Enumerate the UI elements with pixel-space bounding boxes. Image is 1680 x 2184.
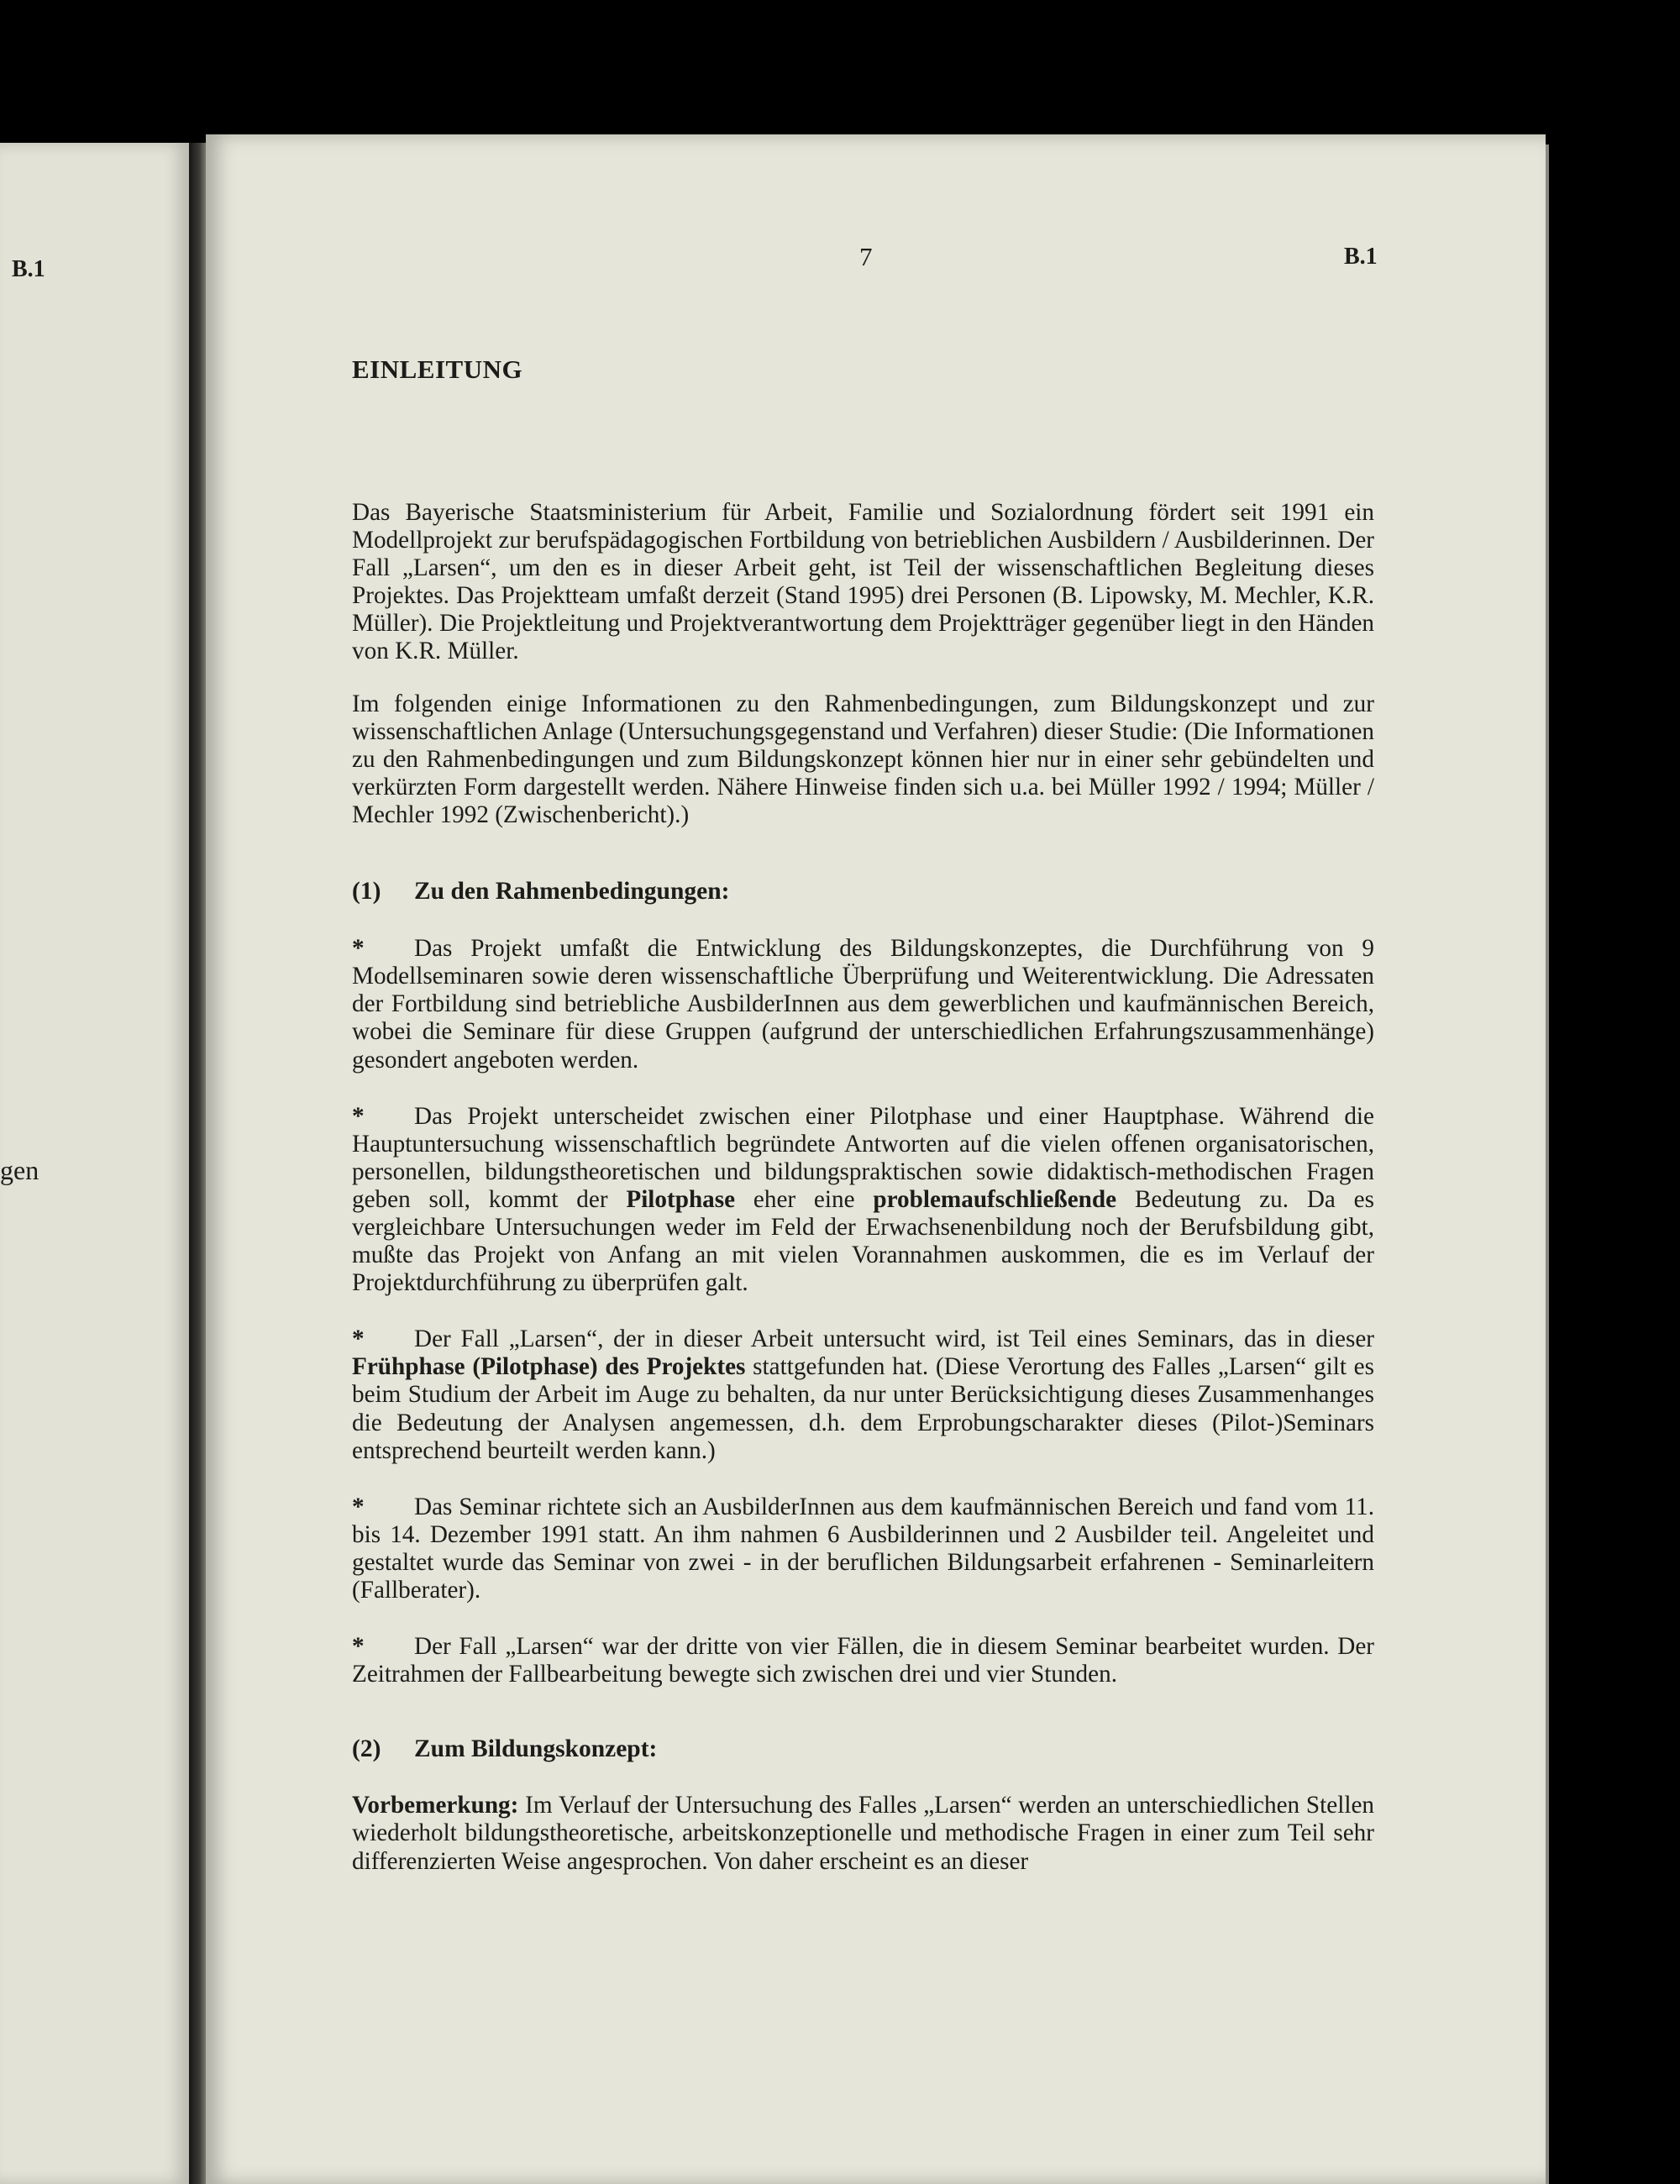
bold-term-problemaufschliessende: problemaufschließende (873, 1185, 1117, 1213)
bold-term-fruehphase: Frühphase (Pilotphase) des Projektes (352, 1353, 746, 1381)
bullet-marker: * (352, 1633, 365, 1661)
page-number: 7 (859, 242, 873, 271)
bullet-item (352, 1103, 1374, 1298)
bullet-text: stattgefunden hat. (Diese Verortung des Falles „Larsen“ gilt es beim Studium der Arbeit im Auge zu behalten, da nur unter Berücksichtigung dieses Zusammenhanges die Bedeutung der Analysen angemessen, d.h. dem Erprobungscharakter dieses (Pilot-)Seminars entsprechend beurteilt werden kann.) (352, 1353, 1374, 1464)
bullet-marker: * (352, 1326, 365, 1353)
book-gutter (189, 143, 206, 2184)
bullet-item (352, 1494, 1374, 1604)
preliminary-remark (352, 1792, 1374, 1875)
left-page-section-tag: B.1 (12, 256, 45, 282)
bullet-item (352, 935, 1374, 1074)
bullet-marker: * (352, 1102, 365, 1130)
intro-paragraph-1: Das Bayerische Staatsministerium für Arbeit, Familie und Sozialordnung fördert seit 1991 ein Modellprojekt zur berufspädagogischen Fortbildung von betrieblichen Ausbildern / Ausbilderinnen. Der Fall „Larsen“, um den es in dieser Arbeit geht, ist Teil der wissenschaftlichen Begleitung dieses Projektes. Das Projektteam umfaßt derzeit (Stand 1995) drei Personen (B. Lipowsky, M. Mechler, K.R. Müller). Die Projektleitung und Projektverantwortung dem Projektträger gegenüber liegt in den Händen von K.R. Müller. (352, 499, 1374, 665)
preliminary-remark-text: Im Verlauf der Untersuchung des Falles „Larsen“ werden an unterschiedlichen Stellen wiederholt bildungstheoretische, arbeitskonzeptionelle und methodische Fragen in einer zum Teil sehr differenzierten Weise angesprochen. Von daher erscheint es an dieser (352, 1792, 1374, 1875)
left-page-text-fragment: gen (0, 1155, 39, 1185)
bullet-text: Das Seminar richtete sich an AusbilderInnen aus dem kaufmännischen Bereich und fand vom 11. bis 14. Dezember 1991 statt. An ihm nahmen 6 Ausbilderinnen und 2 Ausbilder teil. Angeleitet und gestaltet wurde das Seminar von zwei - in der beruflichen Bildungsarbeit erfahrenen - Seminarleitern (Fallberater). (352, 1493, 1374, 1604)
body-text (352, 499, 1374, 1876)
section-1-number: (1) (352, 878, 381, 906)
bold-term-pilotphase: Pilotphase (626, 1185, 736, 1213)
section-2-heading (352, 1735, 1374, 1763)
document-page (206, 134, 1546, 2184)
intro-paragraph-2: Im folgenden einige Informationen zu den Rahmenbedingungen, zum Bildungskonzept und zur wissenschaftlichen Anlage (Untersuchungsgegenstand und Verfahren) dieser Studie: (Die Informationen zu den Rahmenbedingungen und zum Bildungskonzept können hier nur in einer sehr gebündelten und verkürzten Form dargestellt werden. Nähere Hinweise finden sich u.a. bei Müller 1992 / 1994; Müller / Mechler 1992 (Zwischenbericht).) (352, 690, 1374, 828)
bullet-text: Der Fall „Larsen“ war der dritte von vier Fällen, die in diesem Seminar bearbeitet wurden. Der Zeitrahmen der Fallbearbeitung bewegte sich zwischen drei und vier Stunden. (352, 1633, 1374, 1688)
bullet-text: Bedeutung zu. Da es vergleichbare Untersuchungen weder im Feld der Erwachsenenbildung noch der Berufsbildung gibt, mußte das Projekt von Anfang an mit vielen Vorannahmen auskommen, die es im Verlauf der Projektdurchführung zu überprüfen galt. (352, 1185, 1374, 1297)
bullet-item (352, 1326, 1374, 1464)
page-title: EINLEITUNG (352, 354, 523, 384)
bullet-text: Das Projekt umfaßt die Entwicklung des Bildungskonzeptes, die Durchführung von 9 Modellseminaren sowie deren wissenschaftliche Überprüfung und Weiterentwicklung. Die Adressaten der Fortbildung sind betriebliche AusbilderInnen aus dem gewerblichen und kaufmännischen Bereich, wobei die Seminare für diese Gruppen (aufgrund der unterschiedlichen Erfahrungszusammenhänge) gesondert angeboten werden. (352, 935, 1374, 1074)
bullet-text: Der Fall „Larsen“, der in dieser Arbeit untersucht wird, ist Teil eines Seminars, das in dieser (414, 1326, 1374, 1353)
bullet-text: eher eine (735, 1185, 874, 1213)
section-2-title: Zum Bildungskonzept: (414, 1735, 658, 1763)
left-facing-page (0, 143, 189, 2184)
bullet-marker: * (352, 935, 365, 963)
running-section-tag: B.1 (1344, 244, 1378, 270)
preliminary-remark-label: Vorbemerkung: (352, 1792, 519, 1819)
section-1-heading (352, 878, 1374, 906)
page-edge (1546, 144, 1549, 2184)
section-2-number: (2) (352, 1735, 381, 1763)
bullet-text: Das Projekt unterscheidet zwischen einer Pilotphase und einer Hauptphase. Während die Hauptuntersuchung wissenschaftlich begründete Antworten auf die vielen offenen organisatorischen, personellen, bildungstheoretischen und bildungspraktischen sowie didaktisch-methodischen Fragen geben soll, kommt der (352, 1102, 1374, 1213)
section-1-title: Zu den Rahmenbedingungen: (414, 878, 730, 906)
bullet-item (352, 1633, 1374, 1688)
bullet-marker: * (352, 1493, 365, 1520)
